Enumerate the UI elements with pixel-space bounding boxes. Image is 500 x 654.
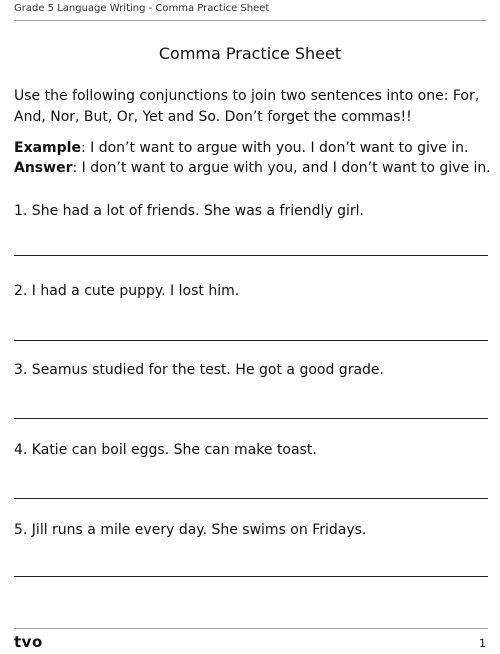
answer-label: Answer — [14, 160, 73, 176]
answer-text: I don’t want to argue with you, and I don’t want to give in. — [81, 160, 491, 176]
question-4: 4. Katie can boil eggs. She can make toast. — [14, 442, 317, 458]
question-1: 1. She had a lot of friends. She was a friendly girl. — [14, 203, 364, 219]
answer-line-2[interactable] — [14, 340, 488, 341]
page-title: Comma Practice Sheet — [158, 44, 342, 63]
question-2: 2. I had a cute puppy. I lost him. — [14, 283, 240, 299]
instructions: Use the following conjunctions to join two sentences into one: For, And, Nor, But, Or, Yet and So. Don’t forget the commas!! — [14, 88, 480, 125]
question-3: 3. Seamus studied for the test. He got a good grade. — [14, 362, 384, 378]
page-number: 1 — [479, 637, 486, 650]
answer-line-3[interactable] — [14, 418, 488, 419]
tvo-logo: tvo — [14, 633, 43, 651]
answer-line-example: Answer: I don’t want to argue with you, and I don’t want to give in. — [14, 160, 491, 176]
answer-line-1[interactable] — [14, 255, 488, 256]
answer-line-4[interactable] — [14, 498, 488, 499]
footer-divider — [14, 628, 488, 629]
question-5: 5. Jill runs a mile every day. She swims on Fridays. — [14, 522, 367, 538]
example-label: Example — [14, 140, 81, 156]
example-line: Example: I don’t want to argue with you. I don’t want to give in. — [14, 140, 469, 156]
page-header — [14, 0, 486, 21]
example-block — [14, 138, 491, 178]
example-text: I don’t want to argue with you. I don’t want to give in. — [90, 140, 469, 156]
header-text: Grade 5 Language Writing - Comma Practice Sheet — [14, 3, 270, 14]
answer-line-5[interactable] — [14, 576, 488, 577]
